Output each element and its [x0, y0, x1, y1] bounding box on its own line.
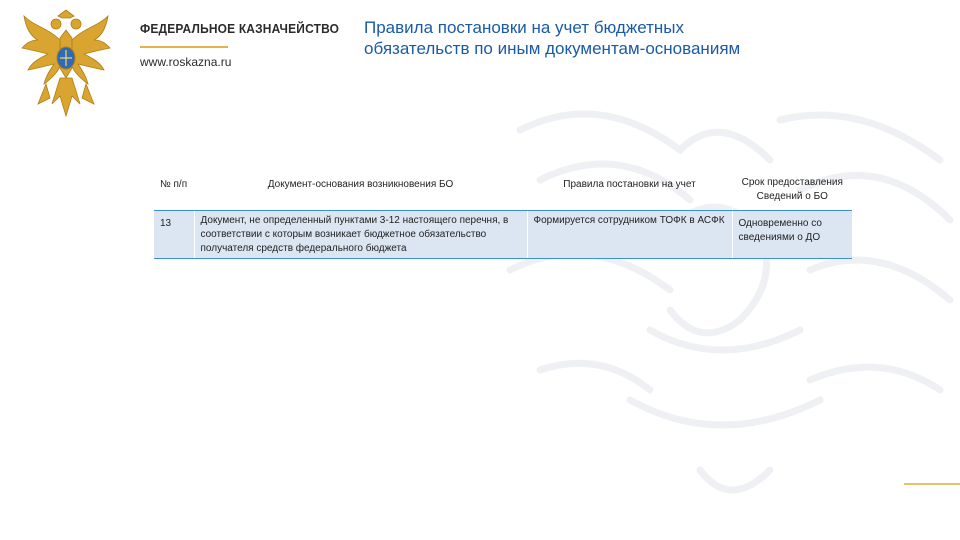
table-row — [154, 211, 852, 259]
page-title — [364, 17, 924, 59]
column-header-document: Документ-основания возникновения БО — [194, 174, 527, 211]
cell-document: Документ, не определенный пунктами 3-12 настоящего перечня, в соответствии с которым возникает бюджетное обязательство получателя средств федерального бюджета — [194, 211, 527, 259]
column-header-deadline: Срок предоставления Сведений о БО — [732, 174, 852, 211]
column-header-number: № п/п — [154, 174, 194, 211]
cell-deadline: Одновременно со сведениями о ДО — [732, 211, 852, 259]
column-header-rules: Правила постановки на учет — [527, 174, 732, 211]
org-underline — [140, 46, 228, 48]
org-name: ФЕДЕРАЛЬНОЕ КАЗНАЧЕЙСТВО — [140, 21, 340, 36]
cell-number: 13 — [154, 211, 194, 259]
cell-rules: Формируется сотрудником ТОФК в АСФК — [527, 211, 732, 259]
eagle-watermark-icon — [480, 70, 960, 540]
page-title-line-2: обязательств по иным документам-основаниям — [364, 39, 741, 58]
table-header-row — [154, 174, 852, 211]
page-title-line-1: Правила постановки на учет бюджетных — [364, 18, 685, 37]
org-url-link[interactable]: www.roskazna.ru — [140, 55, 232, 69]
accent-divider — [904, 483, 960, 485]
double-headed-eagle-emblem-icon — [20, 8, 112, 123]
rules-table — [154, 174, 852, 259]
